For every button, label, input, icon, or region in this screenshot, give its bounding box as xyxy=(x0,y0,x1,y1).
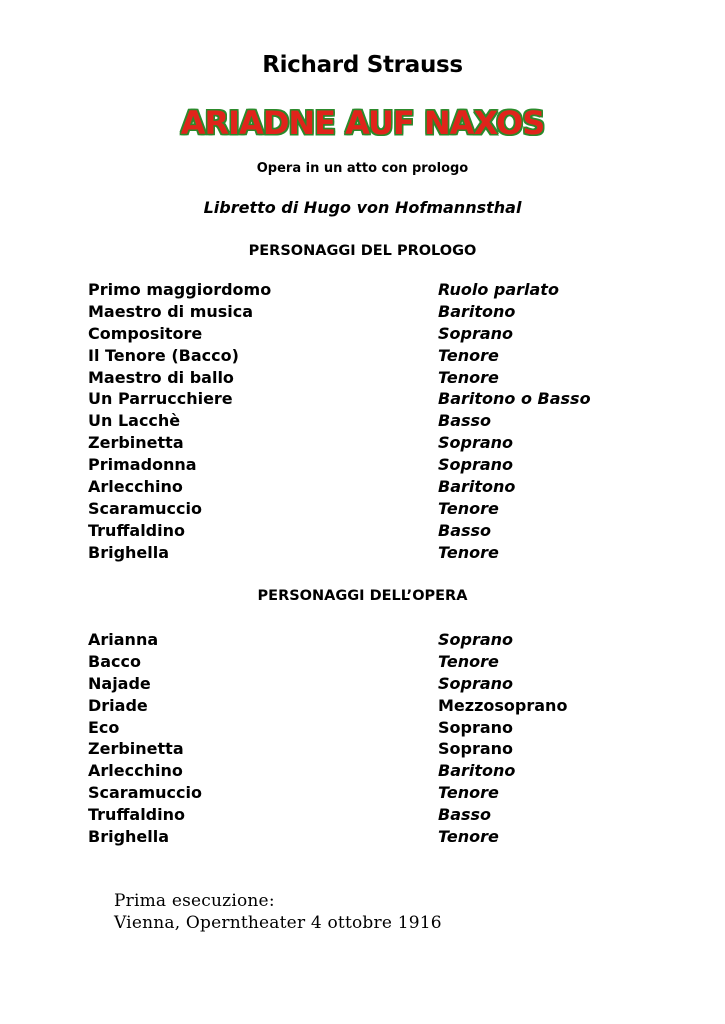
opera-role-list xyxy=(88,630,648,849)
role-row xyxy=(88,521,648,543)
role-name: Primadonna xyxy=(88,455,197,475)
role-voice-type: Ruolo parlato xyxy=(438,280,559,299)
role-voice-type: Soprano xyxy=(438,630,514,649)
prologue-role-list xyxy=(88,280,648,565)
role-voice-type: Basso xyxy=(438,411,492,431)
role-voice-type: Soprano xyxy=(438,433,514,453)
premiere-details: Vienna, Operntheater 4 ottobre 1916 xyxy=(114,913,442,933)
role-row xyxy=(88,368,648,390)
role-voice-type: Soprano xyxy=(438,323,514,343)
role-row xyxy=(88,411,648,433)
opera-heading: PERSONAGGI DELL’OPERA xyxy=(257,588,468,604)
premiere-note xyxy=(114,890,442,934)
role-row xyxy=(88,805,648,827)
role-voice-type: Baritono o Basso xyxy=(438,389,591,409)
role-name: Brighella xyxy=(88,827,170,847)
role-name: Scaramuccio xyxy=(88,498,202,518)
role-row xyxy=(88,455,648,477)
role-name: Truffaldino xyxy=(88,520,185,540)
role-voice-type: Soprano xyxy=(438,673,514,693)
role-row xyxy=(88,543,648,565)
role-row xyxy=(88,477,648,499)
role-voice-type: Tenore xyxy=(438,651,499,671)
role-row xyxy=(88,346,648,368)
role-name: Il Tenore (Bacco) xyxy=(88,345,239,365)
role-row xyxy=(88,499,648,521)
role-row xyxy=(88,302,648,324)
role-voice-type: Baritono xyxy=(438,477,516,497)
composer-name: Richard Strauss xyxy=(262,52,463,78)
role-row xyxy=(88,761,648,783)
role-row xyxy=(88,739,648,761)
opera-title: ARIADNE AUF NAXOS xyxy=(180,104,545,142)
role-row xyxy=(88,652,648,674)
prologue-heading: PERSONAGGI DEL PROLOGO xyxy=(248,243,477,259)
role-voice-type: Tenore xyxy=(438,827,499,847)
role-name: Bacco xyxy=(88,651,141,671)
role-row xyxy=(88,389,648,411)
role-name: Eco xyxy=(88,717,120,737)
role-name: Driade xyxy=(88,695,148,715)
role-voice-type: Baritono xyxy=(438,301,516,321)
role-row xyxy=(88,696,648,718)
role-row xyxy=(88,674,648,696)
role-voice-type: Baritono xyxy=(438,761,516,781)
role-name: Najade xyxy=(88,673,151,693)
premiere-label: Prima esecuzione: xyxy=(114,891,275,911)
role-row xyxy=(88,433,648,455)
role-voice-type: Soprano xyxy=(438,455,514,475)
role-row xyxy=(88,630,648,652)
role-name: Arlecchino xyxy=(88,477,183,497)
role-row xyxy=(88,718,648,740)
opera-subtitle: Opera in un atto con prologo xyxy=(256,161,469,176)
role-voice-type: Tenore xyxy=(438,367,499,387)
role-name: Un Parrucchiere xyxy=(88,389,233,409)
role-name: Arianna xyxy=(88,630,159,649)
role-name: Maestro di ballo xyxy=(88,367,234,387)
role-row xyxy=(88,280,648,302)
role-row xyxy=(88,783,648,805)
role-voice-type: Basso xyxy=(438,805,492,825)
role-name: Maestro di musica xyxy=(88,301,254,321)
role-voice-type: Soprano xyxy=(438,717,514,737)
role-voice-type: Tenore xyxy=(438,542,499,562)
role-name: Zerbinetta xyxy=(88,739,184,759)
role-voice-type: Tenore xyxy=(438,498,499,518)
role-name: Brighella xyxy=(88,542,170,562)
libretto-credit: Libretto di Hugo von Hofmannsthal xyxy=(203,198,522,217)
role-name: Zerbinetta xyxy=(88,433,184,453)
role-name: Truffaldino xyxy=(88,805,185,825)
role-voice-type: Tenore xyxy=(438,783,499,803)
role-name: Compositore xyxy=(88,323,203,343)
role-row xyxy=(88,827,648,849)
role-name: Scaramuccio xyxy=(88,783,202,803)
role-voice-type: Mezzosoprano xyxy=(438,695,568,715)
role-name: Un Lacchè xyxy=(88,411,181,431)
role-voice-type: Basso xyxy=(438,520,492,540)
role-row xyxy=(88,324,648,346)
role-voice-type: Tenore xyxy=(438,345,499,365)
role-name: Arlecchino xyxy=(88,761,183,781)
role-voice-type: Soprano xyxy=(438,739,514,759)
role-name: Primo maggiordomo xyxy=(88,280,272,299)
